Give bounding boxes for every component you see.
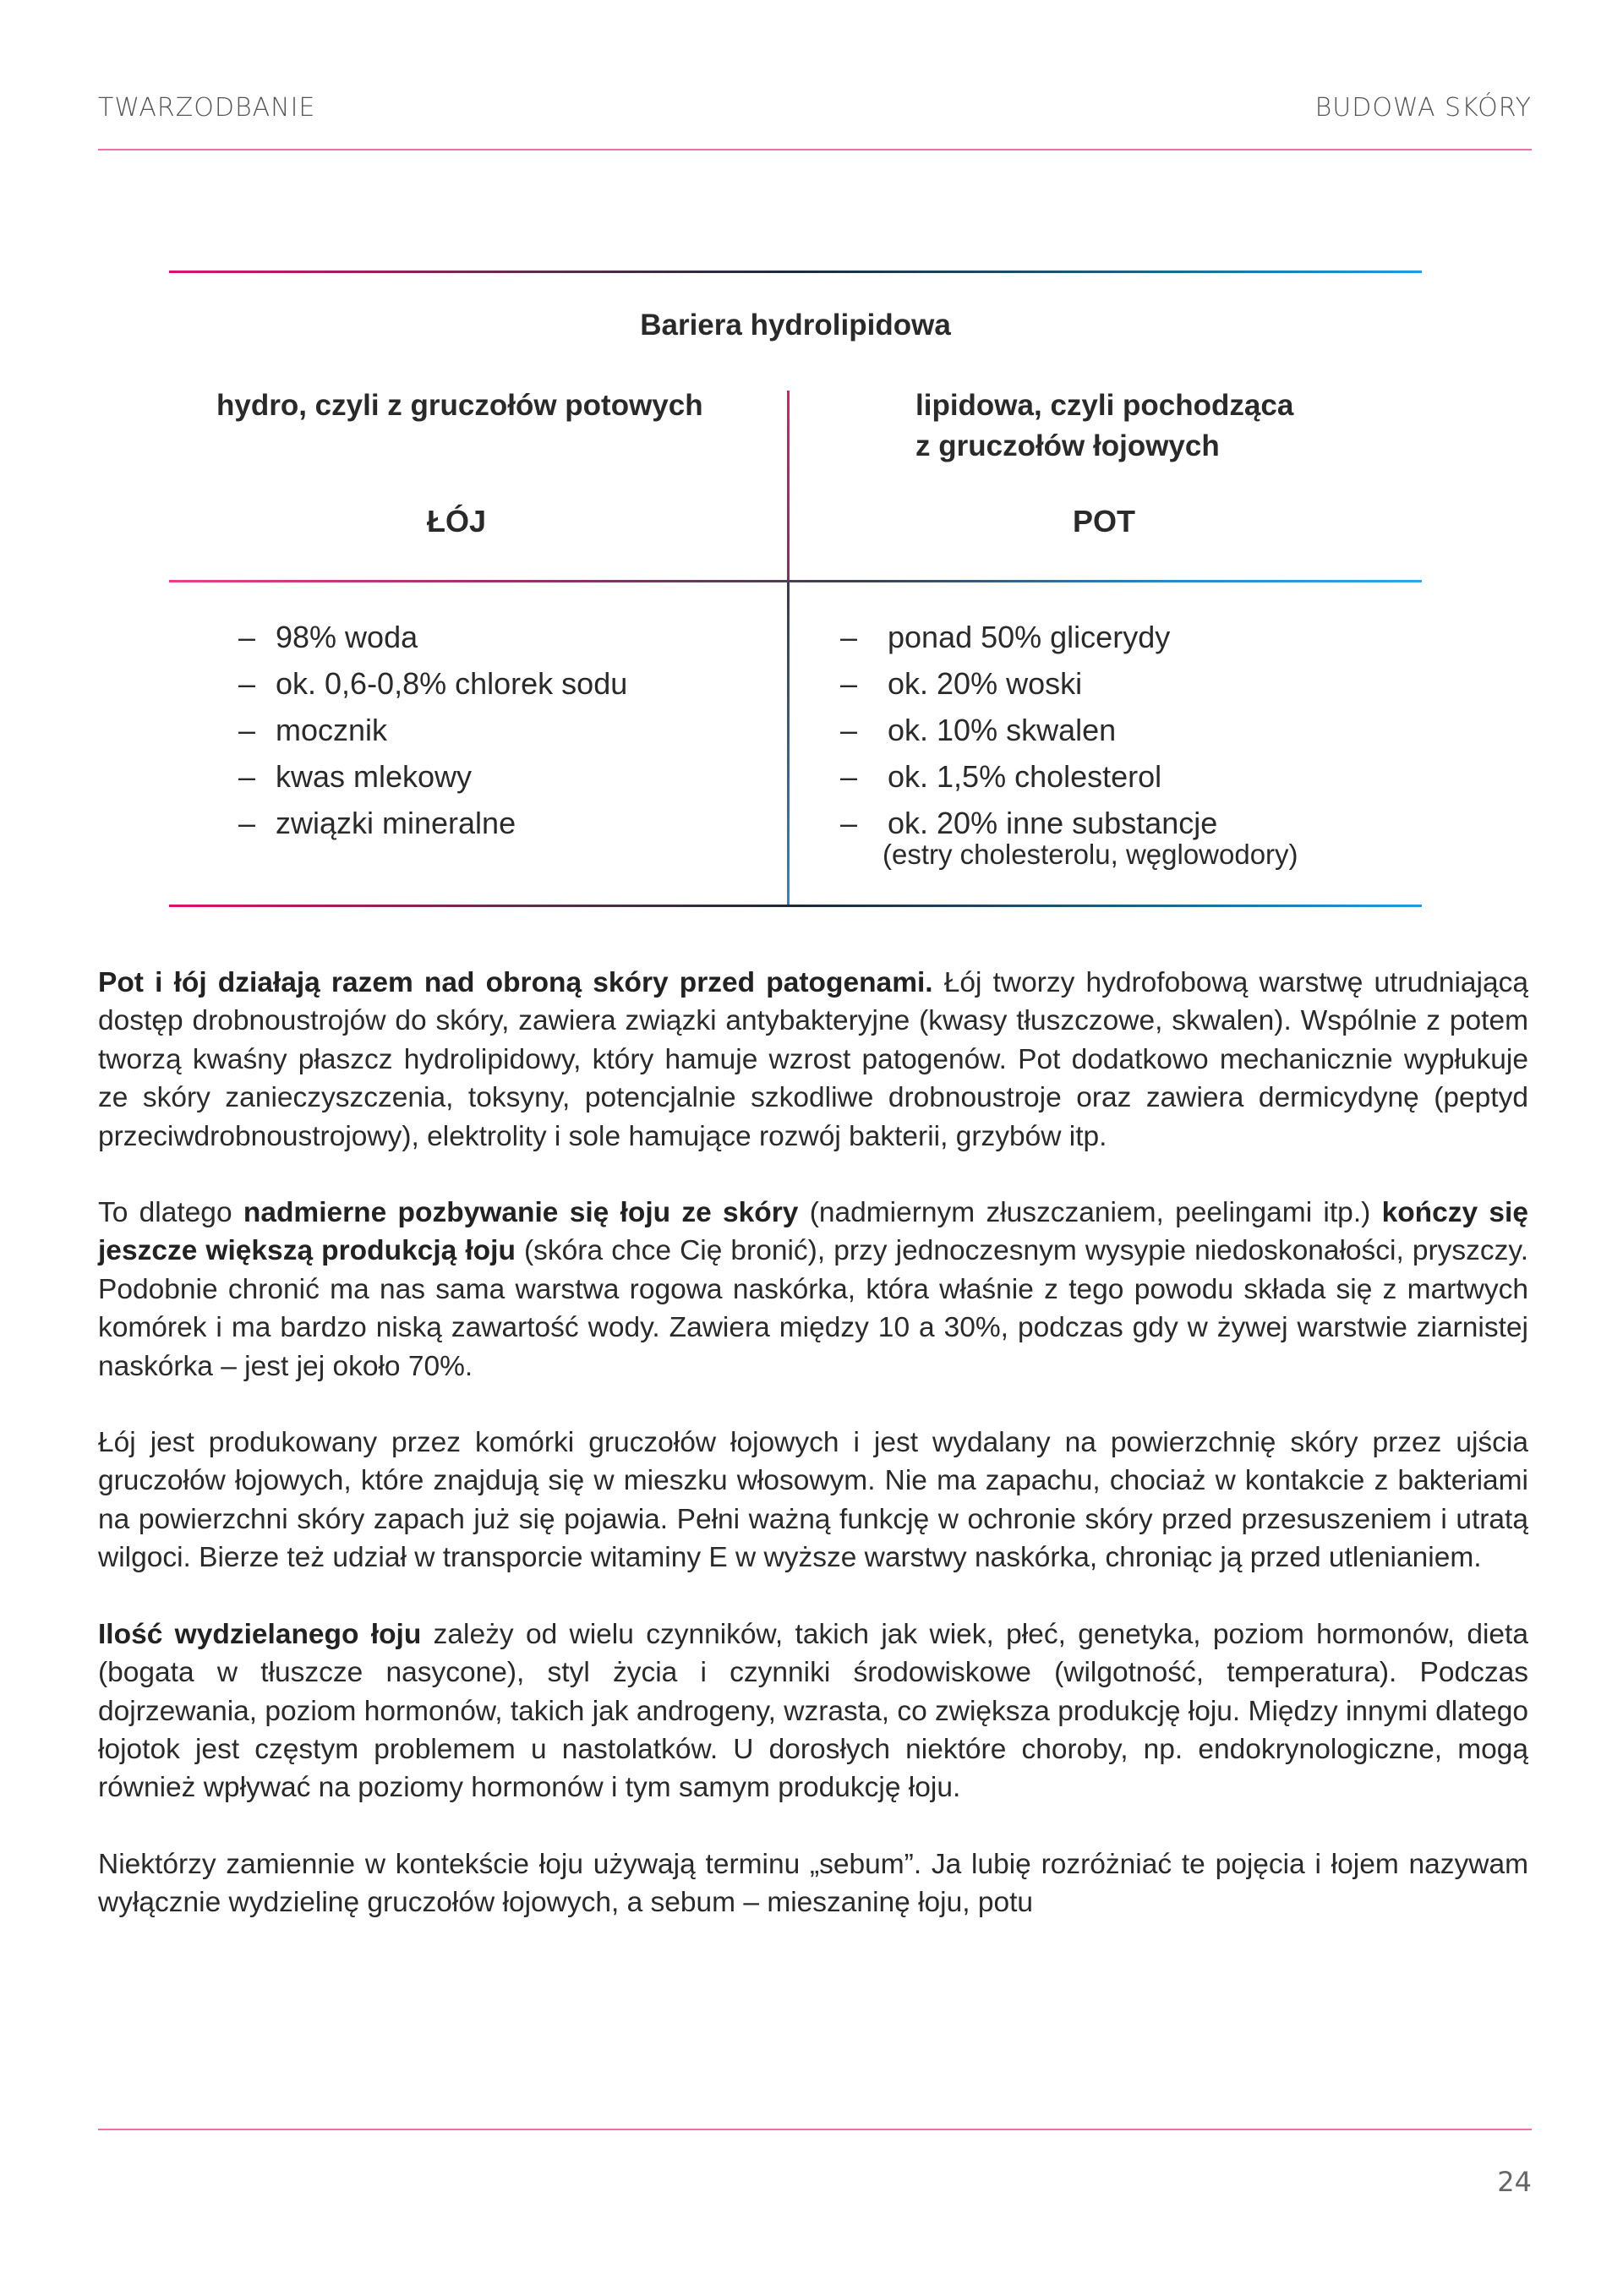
table-bottom-rule (169, 905, 1422, 907)
left-column-heading: hydro, czyli z gruczołów potowych (216, 389, 703, 422)
dash-bullet: – (840, 806, 858, 840)
paragraph-4-lead: Ilość wydzielanego łoju (98, 1618, 422, 1650)
book-page: TWARZODBANIE BUDOWA SKÓRY Bariera hydrolipidowa hydro, czyli z gruczołów potowych lipidowa, czyli pochodząca z gruczołów łojowych ŁÓJ POT – 98% woda – ok. 0,6-0,8% chlorek sodu – mocznik – kwas mlekowy – związki mineralne – ponad 50% glicerydy – ok. 20% woski – ok. 10% skwalen – ok. 1,5% cholesterol – ok. 20% inne substancje (estry cholesterolu, węglowodory) Pot i łój działają razem nad obroną skóry przed patogenami. Łój tworzy hydrofobową warstwę utrudniającą dostęp drobnoustrojów do skóry, zawiera związki antybakteryjne (kwasy tłuszczowe, skwalen). Wspólnie z potem tworzą kwaśny płaszcz hydrolipidowy, który hamuje wzrost patogenów. Pot dodatkowo mechanicznie wypłukuje ze skóry zanieczyszczenia, toksyny, potencjalnie szkodliwe drobnoustroje oraz zawiera dermicydynę (peptyd przeciwdrobnoustrojowy), elektrolity i sole hamujące rozwój bakterii, grzybów itp. To dlatego nadmierne pozbywanie się łoju ze skóry (nadmiernym złuszczaniem, peelingami itp.) kończy się jeszcze większą produkcją łoju (skóra chce Cię bronić), przy jednoczesnym wysypie niedoskonałości, pryszczy. Podobnie chronić ma nas sama warstwa rogowa naskórka, która właśnie z tego powodu składa się z martwych komórek i ma bardzo niską zawartość wody. Zawiera między 10 a 30%, podczas gdy w żywej warstwie ziarnistej naskórka – jest jej około 70%. Łój jest produkowany przez komórki gruczołów łojowych i jest wydalany na powierzchnię skóry przez ujścia gruczołów łojowych, które znajdują się w mieszku włosowym. Nie ma zapachu, chociaż w kontakcie z bakteriami na powierzchni skóry zapach już się pojawia. Pełni ważną funkcję w ochronie skóry przed przesuszeniem i utratą wilgoci. Bierze też udział w transporcie witaminy E w wyższe warstwy naskórka, chroniąc ją przed utlenianiem. Ilość wydzielanego łoju zależy od wielu czynników, takich jak wiek, płeć, genetyka, poziom hormonów, dieta (bogata w tłuszcze nasycone), styl życia i czynniki środowiskowe (wilgotność, temperatura). Podczas dojrzewania, poziom hormonów, takich jak androgeny, wzrasta, co zwiększa produkcję łoju. Między innymi dlatego łojotok jest częstym problemem u nastolatków. U dorosłych niektóre choroby, np. endokrynologiczne, mogą również wpływać na poziomy hormonów i tym samym produkcję łoju. Niektórzy zamiennie w kontekście łoju używają terminu „sebum”. Ja lubię rozróżniać te pojęcia i łojem nazywam wyłącznie wydzielinę gruczołów łojowych, a sebum – mieszaninę łoju, potu 24 (98, 93, 1532, 2198)
right-column-key: POT (1072, 504, 1135, 538)
dash-bullet: – (238, 759, 256, 794)
footer-rule (98, 2129, 1532, 2130)
dash-bullet: – (840, 759, 858, 794)
left-column-key: ŁÓJ (426, 504, 486, 538)
dash-bullet: – (840, 666, 858, 701)
paragraph-1-lead: Pot i łój działają razem nad obroną skóry przed patogenami. (98, 967, 933, 998)
dash-bullet: – (238, 713, 256, 747)
paragraph-4: Ilość wydzielanego łoju zależy od wielu czynników, takich jak wiek, płeć, genetyka, poziom hormonów, dieta (bogata w tłuszcze nasycone), styl życia i czynniki środowiskowe (wilgotność, temperatura). Podczas dojrzewania, poziom hormonów, takich jak androgeny, wzrasta, co zwiększa produkcję łoju. Między innymi dlatego łojotok jest częstym problemem u nastolatków. U dorosłych niektóre choroby, np. endokrynologiczne, mogą również wpływać na poziomy hormonów i tym samym produkcję łoju. (98, 1618, 1529, 1804)
right-heading-line-2: z gruczołów łojowych (915, 429, 1220, 462)
paragraph-3: Łój jest produkowany przez komórki gruczołów łojowych i jest wydalany na powierzchnię skóry przez ujścia gruczołów łojowych, które znajdują się w mieszku włosowym. Nie ma zapachu, chociaż w kontakcie z bakteriami na powierzchni skóry zapach już się pojawia. Pełni ważną funkcję w ochronie skóry przed przesuszeniem i utratą wilgoci. Bierze też udział w transporcie witaminy E w wyższe warstwy naskórka, chroniąc ją przed utlenianiem. (98, 1427, 1528, 1574)
dash-bullet: – (238, 620, 256, 654)
column-divider-top (787, 391, 790, 582)
header-rule (98, 149, 1532, 150)
paragraph-2-emphasis-2: kończy się jeszcze większą produkcją łoju (98, 1197, 1529, 1267)
table-middle-rule (169, 580, 1422, 582)
dash-bullet: – (840, 713, 858, 747)
running-head-right: BUDOWA SKÓRY (1314, 93, 1532, 123)
table-title: Bariera hydrolipidowa (640, 309, 951, 342)
page-number: 24 (1497, 2166, 1532, 2198)
right-list-note: (estry cholesterolu, węglowodory) (883, 839, 1298, 870)
body-text (98, 964, 1528, 1960)
column-divider-bottom (787, 582, 790, 905)
dash-bullet: – (238, 666, 256, 701)
table-top-rule (169, 271, 1422, 273)
right-column-heading (915, 385, 1293, 467)
paragraph-1: Pot i łój działają razem nad obroną skóry przed patogenami. Łój tworzy hydrofobową warstwę utrudniającą dostęp drobnoustrojów do skóry, zawiera związki antybakteryjne (kwasy tłuszczowe, skwalen). Wspólnie z potem tworzą kwaśny płaszcz hydrolipidowy, który hamuje wzrost patogenów. Pot dodatkowo mechanicznie wypłukuje ze skóry zanieczyszczenia, toksyny, potencjalnie szkodliwe drobnoustroje oraz zawiera dermicydynę (peptyd przeciwdrobnoustrojowy), elektrolity i sole hamujące rozwój bakterii, grzybów itp. (98, 967, 1528, 1152)
paragraph-5: Niektórzy zamiennie w kontekście łoju używają terminu „sebum”. Ja lubię rozróżniać te pojęcia i łojem nazywam wyłącznie wydzielinę gruczołów łojowych, a sebum – mieszaninę łoju, potu (98, 1848, 1528, 1919)
dash-bullet: – (238, 806, 256, 840)
paragraph-2: To dlatego nadmierne pozbywanie się łoju ze skóry (nadmiernym złuszczaniem, peelingami itp.) kończy się jeszcze większą produkcją łoju (skóra chce Cię bronić), przy jednoczesnym wysypie niedoskonałości, pryszczy. Podobnie chronić ma nas sama warstwa rogowa naskórka, która właśnie z tego powodu składa się z martwych komórek i ma bardzo niską zawartość wody. Zawiera między 10 a 30%, podczas gdy w żywej warstwie ziarnistej naskórka – jest jej około 70%. (98, 1197, 1529, 1382)
dash-bullet: – (840, 620, 858, 654)
running-head-left: TWARZODBANIE (98, 93, 316, 123)
right-heading-line-1: lipidowa, czyli pochodząca (915, 389, 1294, 422)
paragraph-2-emphasis-1: nadmierne pozbywanie się łoju ze skóry (243, 1197, 799, 1229)
